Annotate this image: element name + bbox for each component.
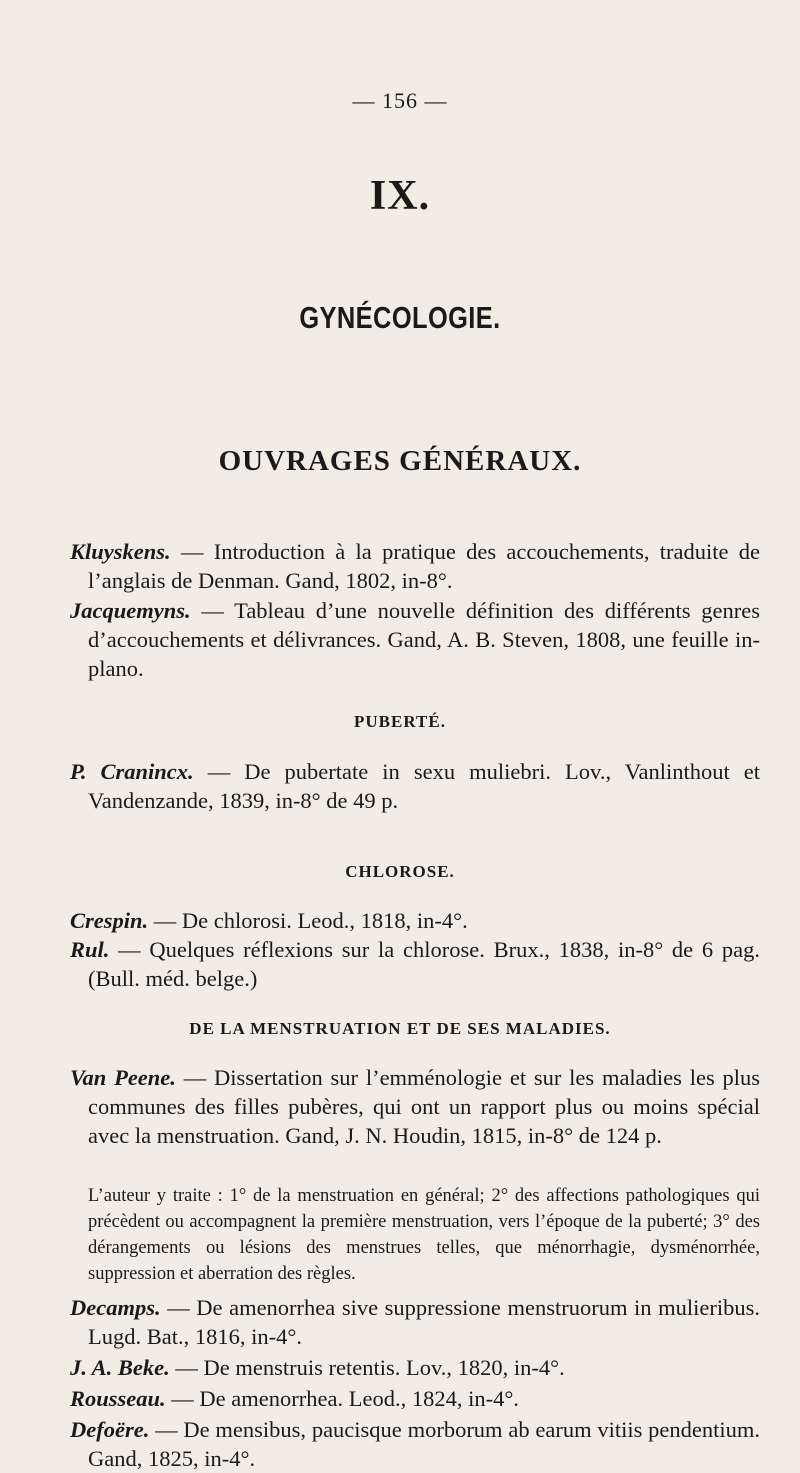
- entry-text: — Introduction à la pratique des accouchements, traduite de l’anglais de Denman. Gand, 1802, in-8°.: [88, 539, 760, 593]
- bibliography-entry: [70, 537, 760, 595]
- entry-text: — De mensibus, paucisque morborum ab earum vitiis pendentium. Gand, 1825, in-4°.: [88, 1417, 760, 1471]
- page-number: — 156 —: [352, 88, 448, 113]
- entry-text: — De pubertate in sexu muliebri. Lov., Vanlinthout et Vandenzande, 1839, in-8° de 49 p.: [88, 759, 760, 813]
- bibliography-entry: [70, 906, 760, 935]
- entry-text: — Dissertation sur l’emménologie et sur les maladies les plus communes des filles pubères, qui ont un rapport plus ou moins spécial avec la menstruation. Gand, J. N. Houdin, 1815, in-8° de 124 p.: [88, 1065, 761, 1148]
- entry-author: Rousseau.: [70, 1386, 166, 1411]
- section-title: OUVRAGES GÉNÉRAUX.: [218, 445, 582, 477]
- entry-author: Jacquemyns.: [70, 598, 191, 623]
- bibliography-entry: [70, 1293, 760, 1351]
- bibliography-entry: [70, 596, 760, 683]
- entry-text: — Tableau d’une nouvelle définition des différents genres d’accouchements et délivrances. Gand, A. B. Steven, 1808, une feuille in-plano.: [88, 598, 760, 681]
- bibliography-entry: [70, 935, 760, 993]
- bibliography-entry: [70, 1384, 760, 1413]
- bibliography-entry: [70, 1353, 760, 1382]
- entry-text: — De amenorrhea sive suppressione menstruorum in mulieribus. Lugd. Bat., 1816, in-4°.: [88, 1295, 760, 1349]
- chapter-title: GYNÉCOLOGIE.: [299, 300, 501, 335]
- entry-text: — De amenorrhea. Leod., 1824, in-4°.: [165, 1386, 519, 1411]
- bibliography-entry: [70, 757, 760, 815]
- entry-author: Kluyskens.: [70, 539, 171, 564]
- entry-author: Van Peene.: [70, 1065, 176, 1090]
- entry-author: J. A. Beke.: [70, 1355, 170, 1380]
- entry-text: — De chlorosi. Leod., 1818, in-4°.: [148, 908, 468, 933]
- subsection-title-menstruation: DE LA MENSTRUATION ET DE SES MALADIES.: [189, 1019, 611, 1038]
- entry-author: P. Cranincx.: [70, 759, 194, 784]
- entry-text: — Quelques réflexions sur la chlorose. Brux., 1838, in-8° de 6 pag. (Bull. méd. belge.): [88, 937, 760, 991]
- bibliography-entry: [70, 1063, 760, 1150]
- subsection-title-chlorose: CHLOROSE.: [345, 862, 455, 881]
- entry-author: Decamps.: [70, 1295, 161, 1320]
- entry-text: — De menstruis retentis. Lov., 1820, in-4°.: [169, 1355, 565, 1380]
- bibliography-entry: [70, 1415, 760, 1473]
- entry-author: Crespin.: [70, 908, 149, 933]
- entry-note: L’auteur y traite : 1° de la menstruation en général; 2° des affections pathologiques qui précèdent ou accompagnent la première menstruation, vers l’époque de la puberté; 3° des dérangements ou lésions des menstrues telles, que ménorrhagie, dysménorrhée, suppression et aberration des règles.: [88, 1186, 760, 1284]
- entry-author: Rul.: [70, 937, 110, 962]
- entry-author: Defoëre.: [70, 1417, 150, 1442]
- chapter-number: IX.: [369, 173, 431, 219]
- subsection-title-puberte: PUBERTÉ.: [354, 712, 446, 731]
